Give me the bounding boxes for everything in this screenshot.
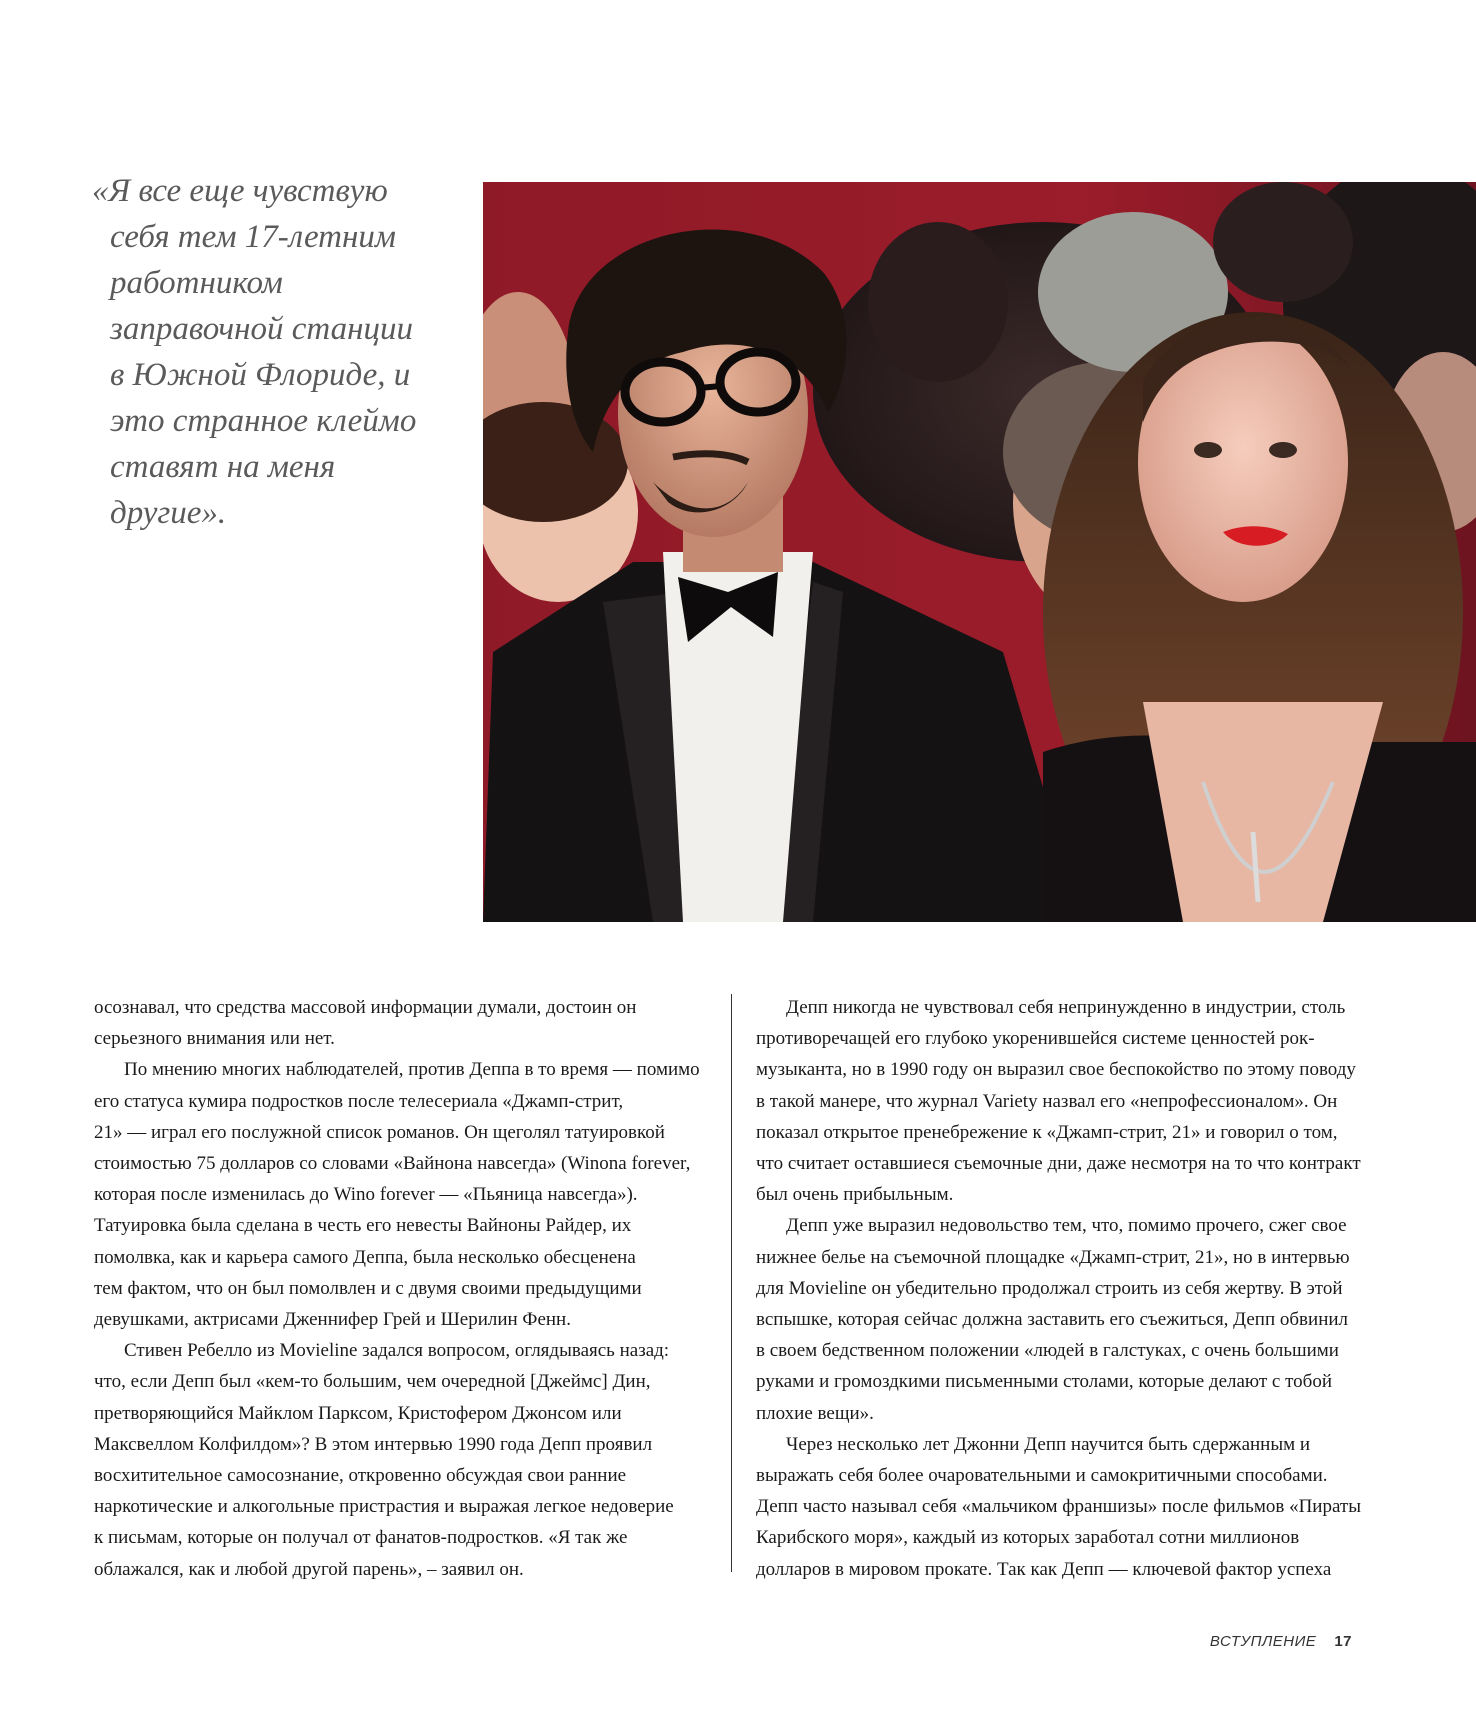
quote-line: заправочной станции [110, 311, 414, 347]
text-line: показал открытое пренебрежение к «Джамп-стрит, 21» и говорил о том, [756, 1121, 1338, 1143]
text-line: руками и громоздкими письменными столами, которые делают с тобой [756, 1371, 1332, 1393]
text-line: что считает оставшиеся съемочные дни, даже несмотря на то что контракт [756, 1153, 1361, 1175]
quote-line: это странное клеймо [110, 403, 417, 439]
text-line: По мнению многих наблюдателей, против Деппа в то время — помимо [124, 1059, 700, 1081]
text-line: Депп часто называл себя «мальчиком франшизы» после фильмов «Пираты [756, 1496, 1361, 1518]
quote-line: другие». [110, 495, 227, 531]
quote-line: в Южной Флориде, и [110, 357, 411, 393]
paragraph [756, 1429, 1386, 1585]
text-line: облажался, как и любой другой парень», – заявил он. [94, 1558, 524, 1580]
quote-line: ставят на меня [110, 449, 336, 485]
quote-line: «Я все еще чувствую [92, 173, 388, 209]
right-text-column [756, 992, 1386, 1585]
page-number: 17 [1334, 1633, 1352, 1650]
paragraph [94, 1054, 706, 1335]
text-line: был очень прибыльным. [756, 1184, 954, 1206]
text-line: Депп уже выразил недовольство тем, что, помимо прочего, сжег свое [786, 1215, 1347, 1237]
text-line: тем фактом, что он был помолвлен и с двумя своими предыдущими [94, 1277, 642, 1299]
pull-quote [92, 168, 472, 536]
text-line: серьезного внимания или нет. [94, 1028, 335, 1050]
text-line: что, если Депп был «кем-то большим, чем очередной [Джеймс] Дин, [94, 1371, 651, 1393]
text-line: девушками, актрисами Дженнифер Грей и Шерилин Фенн. [94, 1309, 571, 1331]
paragraph [756, 1210, 1386, 1428]
red-carpet-photo [483, 182, 1476, 922]
text-line: помолвка, как и карьера самого Деппа, была несколько обесценена [94, 1246, 636, 1268]
text-line: нижнее белье на съемочной площадке «Джамп-стрит, 21», но в интервью [756, 1246, 1350, 1268]
text-line: выражать себя более очаровательными и самокритичными способами. [756, 1465, 1328, 1487]
left-text-column [94, 992, 706, 1585]
quote-line: работником [110, 265, 283, 301]
text-line: Стивен Ребелло из Movieline задался вопросом, оглядываясь назад: [124, 1340, 670, 1362]
column-divider [731, 994, 732, 1572]
text-line: музыканта, но в 1990 году он выразил свое беспокойство по этому поводу [756, 1059, 1356, 1081]
text-line: восхитительное самосознание, откровенно обсуждая свои ранние [94, 1465, 627, 1487]
text-line: долларов в мировом прокате. Так как Депп — ключевой фактор успеха [756, 1558, 1332, 1580]
text-line: стоимостью 75 долларов со словами «Вайнона навсегда» (Winona forever, [94, 1153, 691, 1175]
text-line: к письмам, которые он получал от фанатов-подростков. «Я так же [94, 1527, 628, 1549]
paragraph [94, 1335, 706, 1585]
text-line: Максвеллом Колфилдом»? В этом интервью 1990 года Депп проявил [94, 1433, 653, 1455]
text-line: Депп никогда не чувствовал себя непринужденно в индустрии, столь [786, 997, 1346, 1018]
text-line: осознавал, что средства массовой информации думали, достоин он [94, 997, 637, 1018]
text-line: наркотические и алкогольные пристрастия и выражая легкое недоверие [94, 1496, 674, 1518]
quote-line: себя тем 17-летним [110, 219, 396, 255]
text-line: Карибского моря», каждый из которых заработал сотни миллионов [756, 1527, 1300, 1549]
text-line: в такой манере, что журнал Variety назвал его «непрофессионалом». Он [756, 1090, 1338, 1112]
text-line: в своем бедственном положении «людей в галстуках, с очень большими [756, 1340, 1339, 1362]
text-line: вспышке, которая сейчас должна заставить его съежиться, Депп обвинил [756, 1309, 1349, 1331]
text-line: для Movieline он убедительно продолжал строить из себя жертву. В этой [756, 1277, 1343, 1299]
text-line: его статуса кумира подростков после телесериала «Джамп-стрит, [94, 1090, 624, 1112]
section-title: ВСТУПЛЕНИЕ [1209, 1633, 1317, 1650]
text-line: которая после изменилась до Wino forever — «Пьяница навсегда»). [94, 1184, 638, 1206]
text-line: Через несколько лет Джонни Депп научится быть сдержанным и [786, 1433, 1311, 1455]
text-line: 21» — играл его послужной список романов. Он щеголял татуировкой [94, 1121, 665, 1143]
text-line: плохие вещи». [756, 1402, 874, 1424]
text-line: претворяющийся Майклом Парксом, Кристофером Джонсом или [94, 1402, 622, 1424]
page-footer [1210, 1633, 1352, 1650]
paragraph [756, 992, 1386, 1210]
text-line: противоречащей его глубоко укоренившейся системе ценностей рок- [756, 1028, 1315, 1050]
photo-illustration [483, 182, 1476, 922]
paragraph [94, 992, 706, 1054]
text-line: Татуировка была сделана в честь его невесты Вайноны Райдер, их [94, 1215, 632, 1237]
